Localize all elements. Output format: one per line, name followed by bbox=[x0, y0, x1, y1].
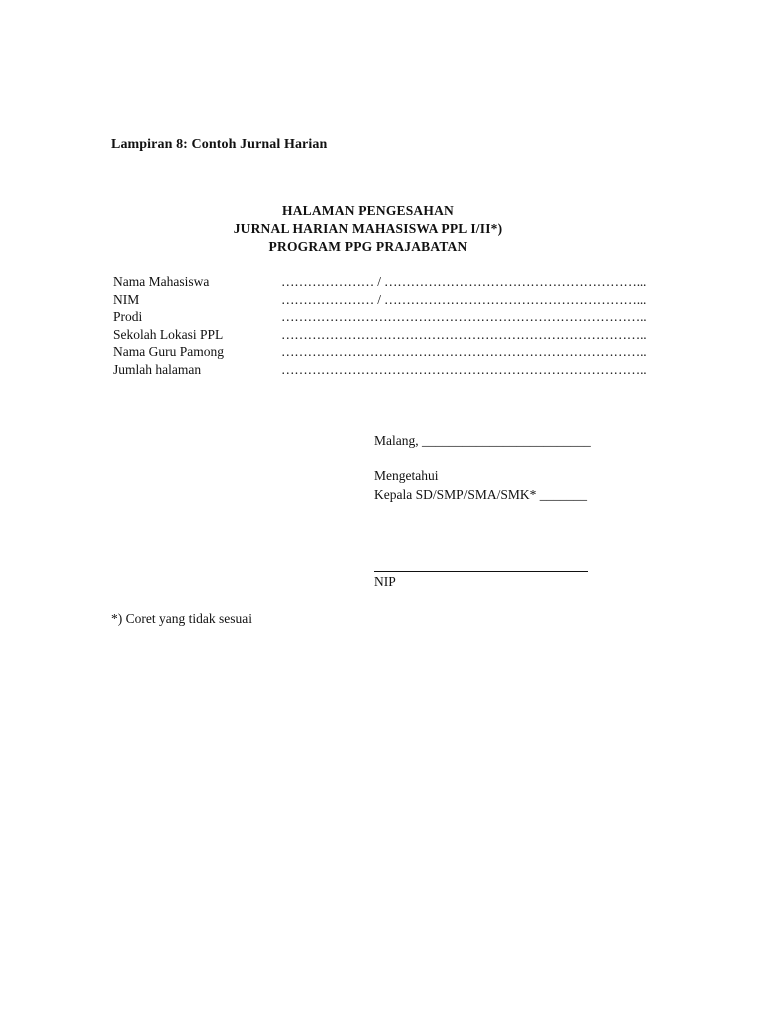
field-row-page-count bbox=[113, 361, 673, 379]
field-value: ……………………………………………………………………….. bbox=[281, 309, 647, 325]
field-value: ………………… / …………………………………………………... bbox=[281, 274, 647, 289]
identity-fields bbox=[113, 273, 673, 379]
footnote: *) Coret yang tidak sesuai bbox=[111, 611, 252, 626]
field-row-school bbox=[113, 326, 673, 344]
approval-heading bbox=[0, 202, 736, 256]
field-label: Prodi bbox=[113, 309, 143, 325]
field-value: ……………………………………………………………………….. bbox=[281, 344, 647, 360]
place-date-line: Malang, _________________________ bbox=[374, 433, 591, 448]
field-label: Nama Mahasiswa bbox=[113, 274, 210, 289]
acknowledge-label: Mengetahui bbox=[374, 468, 439, 483]
field-label: NIM bbox=[113, 291, 140, 307]
appendix-title: Lampiran 8: Contoh Jurnal Harian bbox=[111, 137, 328, 152]
field-row-mentor-teacher bbox=[113, 343, 673, 361]
heading-line-3: PROGRAM PPG PRAJABATAN bbox=[268, 239, 468, 254]
field-value: ……………………………………………………………………….. bbox=[281, 361, 647, 377]
field-row-student-name bbox=[113, 273, 673, 291]
field-row-nim bbox=[113, 291, 673, 309]
field-label: Sekolah Lokasi PPL bbox=[113, 326, 224, 342]
field-row-prodi bbox=[113, 308, 673, 326]
field-label: Jumlah halaman bbox=[113, 361, 202, 377]
nip-label: NIP bbox=[374, 574, 396, 589]
field-value: ……………………………………………………………………….. bbox=[281, 326, 647, 342]
heading-line-2: JURNAL HARIAN MAHASISWA PPL I/II*) bbox=[233, 221, 503, 236]
field-label: Nama Guru Pamong bbox=[113, 344, 224, 360]
heading-line-1: HALAMAN PENGESAHAN bbox=[282, 203, 454, 218]
principal-position: Kepala SD/SMP/SMA/SMK* _______ bbox=[374, 487, 588, 502]
signature-line bbox=[374, 571, 588, 572]
field-value: ………………… / …………………………………………………... bbox=[281, 291, 647, 307]
